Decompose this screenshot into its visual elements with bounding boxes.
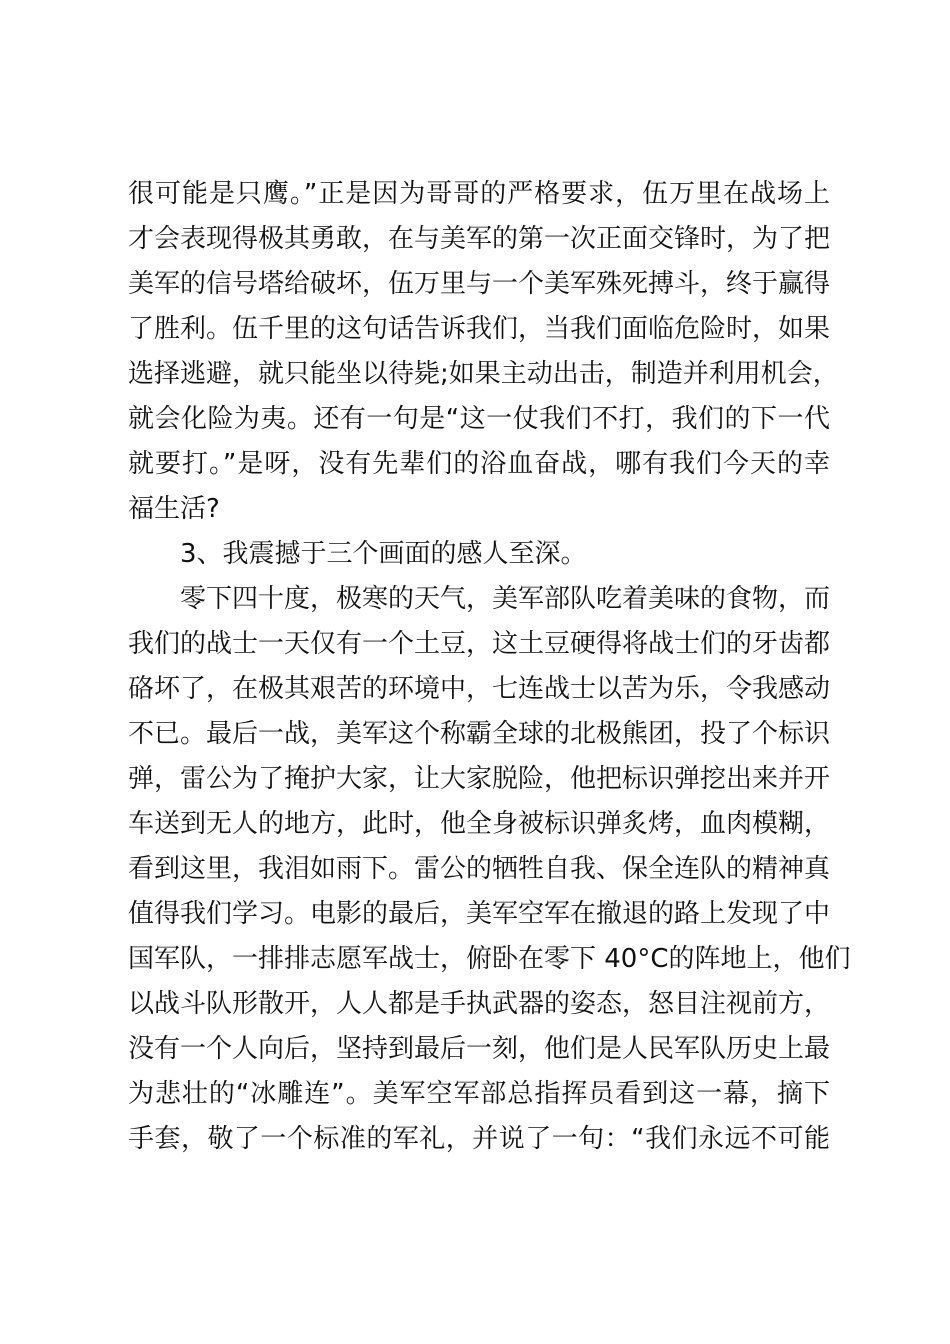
text-line: 不已。最后一战，美军这个称霸全球的北极熊团，投了个标识 — [128, 719, 831, 749]
text-line: 硌坏了，在极其艰苦的环境中，七连战士以苦为乐，令我感动 — [128, 674, 831, 704]
section-heading: 3、我震撼于三个画面的感人至深。 — [180, 539, 587, 569]
text-line: 了胜利。伍千里的这句话告诉我们，当我们面临危险时，如果 — [128, 314, 831, 344]
text-line: 车送到无人的地方，此时，他全身被标识弹炙烤，血肉模糊， — [128, 809, 831, 839]
text-line: 福生活? — [128, 494, 220, 524]
text-line: 我们的战士一天仅有一个土豆，这土豆硬得将战士们的牙齿都 — [128, 629, 831, 659]
text-line: 手套，敬了一个标准的军礼，并说了一句：“我们永远不可能 — [128, 1124, 830, 1154]
paragraph-first-line: 零下四十度，极寒的天气，美军部队吃着美味的食物，而 — [180, 584, 831, 614]
text-line: 就要打。”是呀，没有先辈们的浴血奋战，哪有我们今天的幸 — [128, 449, 830, 479]
text-line: 美军的信号塔给破坏，伍万里与一个美军殊死搏斗，终于赢得 — [128, 269, 831, 299]
text-line: 没有一个人向后，坚持到最后一刻，他们是人民军队历史上最 — [128, 1034, 831, 1064]
text-line: 选择逃避，就只能坐以待毙;如果主动出击，制造并利用机会， — [128, 359, 839, 389]
text-line: 看到这里，我泪如雨下。雷公的牺牲自我、保全连队的精神真 — [128, 854, 831, 884]
text-line: 就会化险为夷。还有一句是“这一仗我们不打，我们的下一代 — [128, 404, 830, 434]
document-body-text — [128, 172, 851, 1162]
text-line: 以战斗队形散开，人人都是手执武器的姿态，怒目注视前方， — [128, 989, 831, 1019]
text-line: 为悲壮的“冰雕连”。美军空军部总指挥员看到这一幕，摘下 — [128, 1079, 830, 1109]
text-line: 很可能是只鹰。”正是因为哥哥的严格要求，伍万里在战场上 — [128, 179, 830, 209]
text-line: 弹，雷公为了掩护大家，让大家脱险，他把标识弹挖出来并开 — [128, 764, 831, 794]
text-line: 国军队，一排排志愿军战士，俯卧在零下 40°C的阵地上，他们 — [128, 944, 851, 974]
text-line: 值得我们学习。电影的最后，美军空军在撤退的路上发现了中 — [128, 899, 831, 929]
text-line: 才会表现得极其勇敢，在与美军的第一次正面交锋时，为了把 — [128, 224, 831, 254]
